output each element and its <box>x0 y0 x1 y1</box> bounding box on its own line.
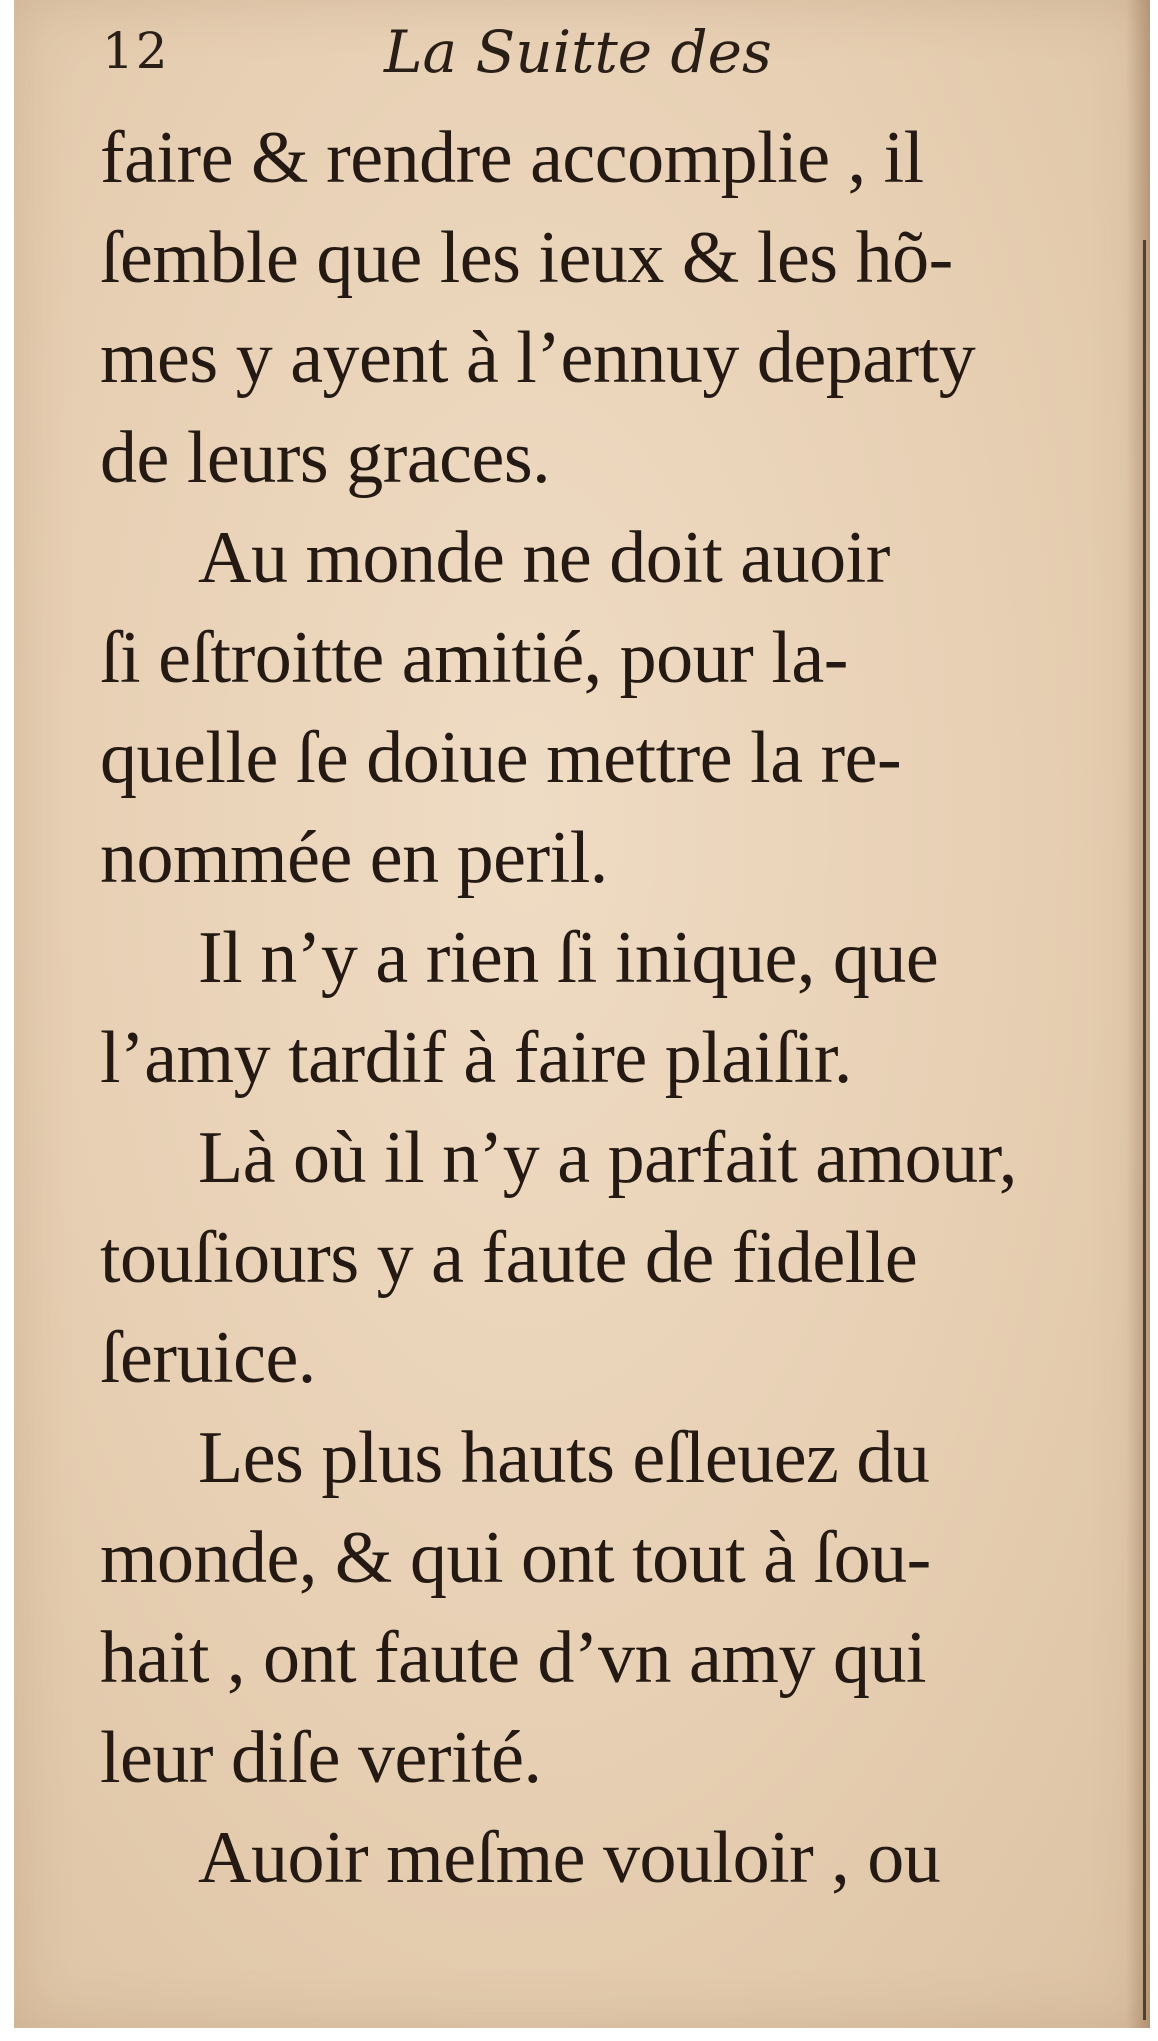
text-line: nommée en peril. <box>100 817 608 899</box>
text-line: Il n’y a rien ſi inique, que <box>198 917 939 999</box>
text-line: ſemble que les ieux & les hõ- <box>100 217 953 299</box>
text-line: de leurs graces. <box>100 417 551 499</box>
text-line: mes y ayent à l’ennuy departy <box>100 317 976 399</box>
text-line: quelle ſe doiue mettre la re- <box>100 717 902 799</box>
text-line: leur diſe verité. <box>100 1717 542 1799</box>
page-fold-shadow <box>1126 0 1150 2028</box>
text-line: Là où il n’y a parfait amour, <box>198 1117 1017 1199</box>
text-line: ſi eſtroitte amitié, pour la- <box>100 617 848 699</box>
text-line: hait , ont faute d’vn amy qui <box>100 1617 927 1699</box>
body-text <box>100 108 1030 1908</box>
text-line: ſeruice. <box>100 1317 316 1399</box>
text-line: faire & rendre accomplie , il <box>100 117 924 199</box>
text-line: monde, & qui ont tout à ſou- <box>100 1517 931 1599</box>
page-edge <box>1143 240 1146 2020</box>
text-line: Auoir meſme vouloir , ou <box>198 1817 941 1899</box>
running-title: La Suitte des <box>384 18 772 86</box>
text-line: touſiours y a faute de fidelle <box>100 1217 918 1299</box>
page-number: 12 <box>102 22 170 80</box>
book-page <box>14 0 1150 2028</box>
text-line: Au monde ne doit auoir <box>198 517 890 599</box>
text-line: Les plus hauts eſleuez du <box>198 1417 930 1499</box>
text-line: l’amy tardif à faire plaiſir. <box>100 1017 852 1099</box>
